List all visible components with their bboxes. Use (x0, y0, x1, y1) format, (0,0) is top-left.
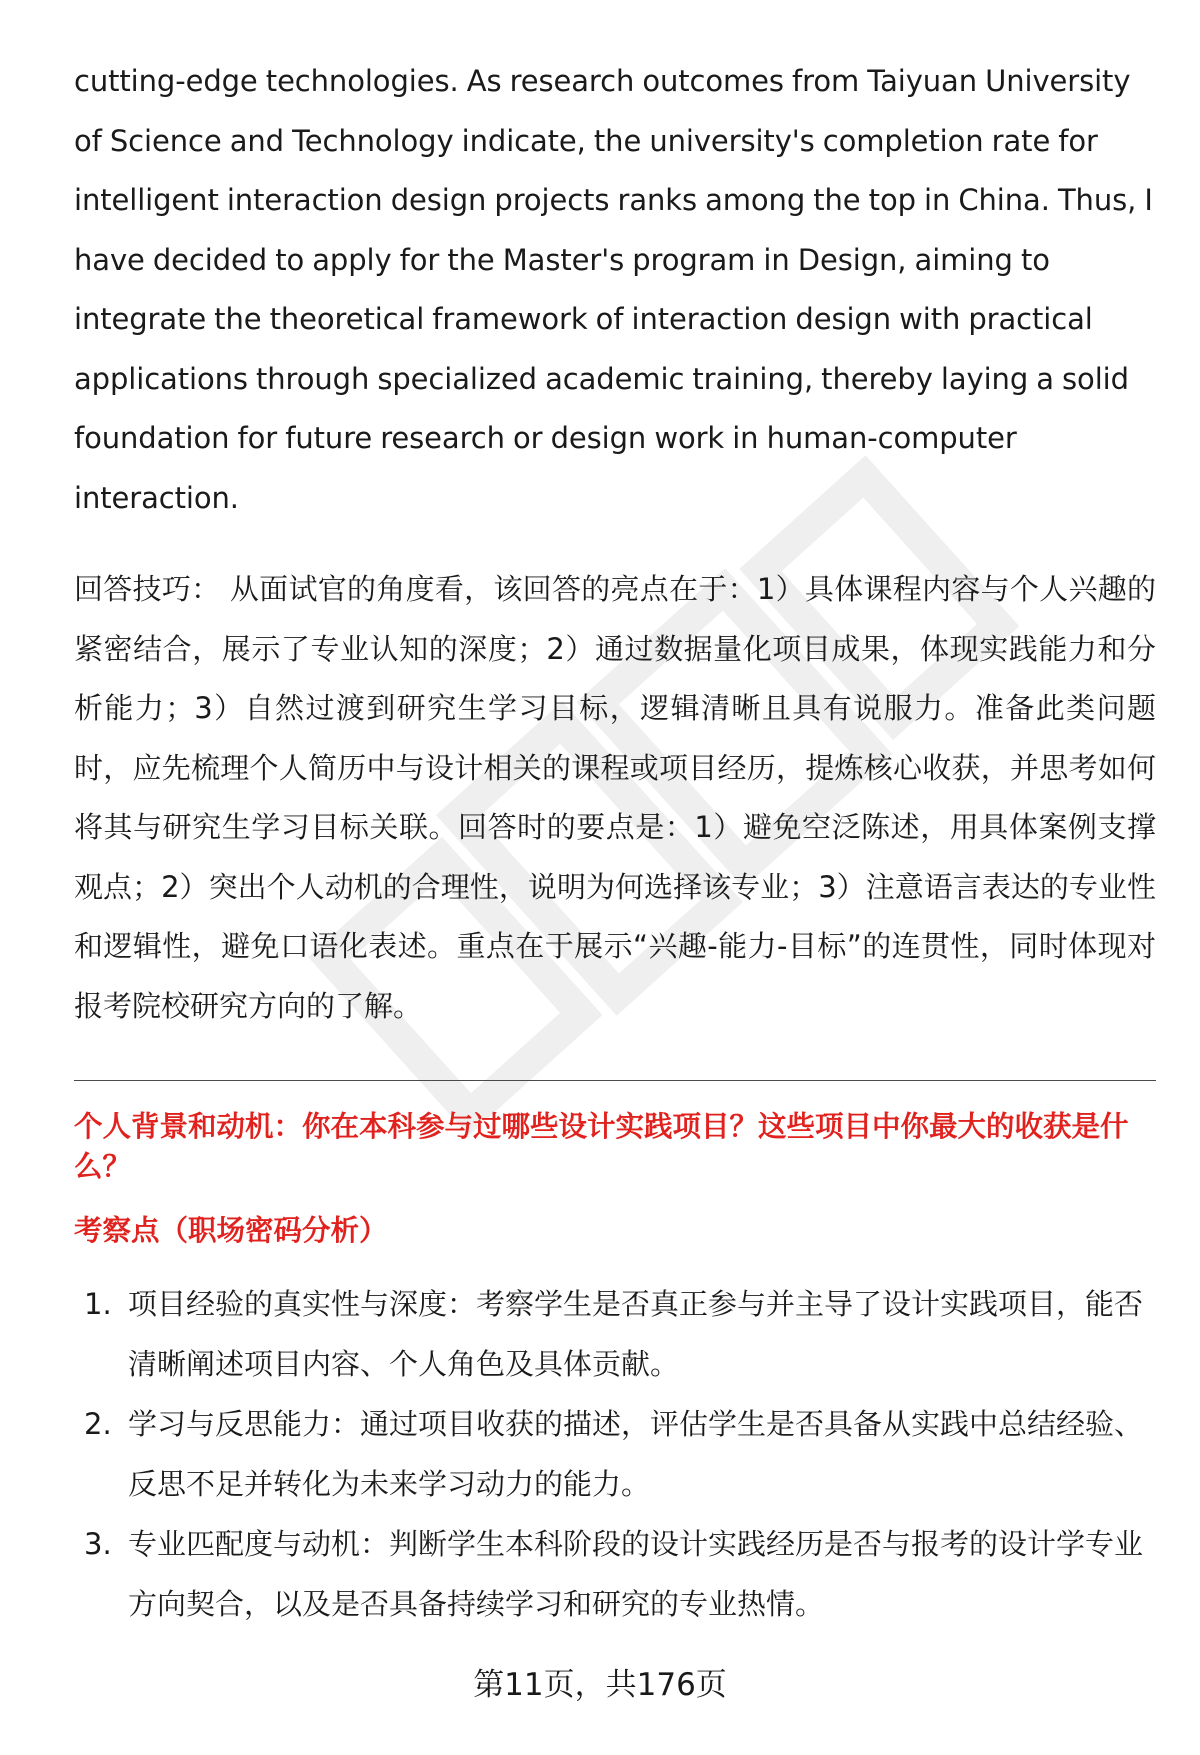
page-footer: 第11页，共176页 (473, 1667, 727, 1703)
list-item-number: 2. (84, 1407, 112, 1441)
list-item-number: 1. (84, 1287, 112, 1321)
answer-tips-paragraph: 回答技巧： 从面试官的角度看，该回答的亮点在于：1）具体课程内容与个人兴趣的紧密结合，展示了专业认知的深度；2）通过数据量化项目成果，体现实践能力和分析能力；3）自然过渡到研究生学习目标，逻辑清晰且具有说服力。准备此类问题时，应先梳理个人简历中与设计相关的课程或项目经历，提炼核心收获，并思考如何将其与研究生学习目标关联。回答时的要点是：1）避免空泛陈述，用具体案例支撑观点；2）突出个人动机的合理性，说明为何选择该专业；3）注意语言表达的专业性和逻辑性，避免口语化表述。重点在于展示“兴趣-能力-目标”的连贯性，同时体现对报考院校研究方向的了解。 (74, 572, 1156, 1023)
list-item-number: 3. (84, 1527, 112, 1561)
list-item-text: 专业匹配度与动机：判断学生本科阶段的设计实践经历是否与报考的设计学专业方向契合，以及是否具备持续学习和研究的专业热情。 (128, 1527, 1144, 1621)
list-item (74, 1395, 1156, 1514)
intro-paragraph: cutting-edge technologies. As research outcomes from Taiyuan University of Science and Technology indicate, the university's completion rate for intelligent interaction design projects ranks among the top in China. Thus, I have decided to apply for the Master's program in Design, aiming to integrate the theoretical framework of interaction design with practical applications through specialized academic training, thereby laying a solid foundation for future research or design work in human-computer interaction. (74, 64, 1153, 515)
main-content (74, 52, 1156, 1635)
section-divider (74, 1080, 1156, 1081)
list-item-text: 项目经验的真实性与深度：考察学生是否真正参与并主导了设计实践项目，能否清晰阐述项目内容、个人角色及具体贡献。 (128, 1287, 1144, 1381)
assessment-heading: 考察点（职场密码分析） (74, 1214, 388, 1247)
assessment-points-list (74, 1275, 1156, 1634)
list-item (74, 1515, 1156, 1634)
question-heading: 个人背景和动机：你在本科参与过哪些设计实践项目？这些项目中你最大的收获是什么？ (74, 1110, 1129, 1183)
list-item-text: 学习与反思能力：通过项目收获的描述，评估学生是否具备从实践中总结经验、反思不足并转化为未来学习动力的能力。 (128, 1407, 1144, 1501)
list-item (74, 1275, 1156, 1394)
